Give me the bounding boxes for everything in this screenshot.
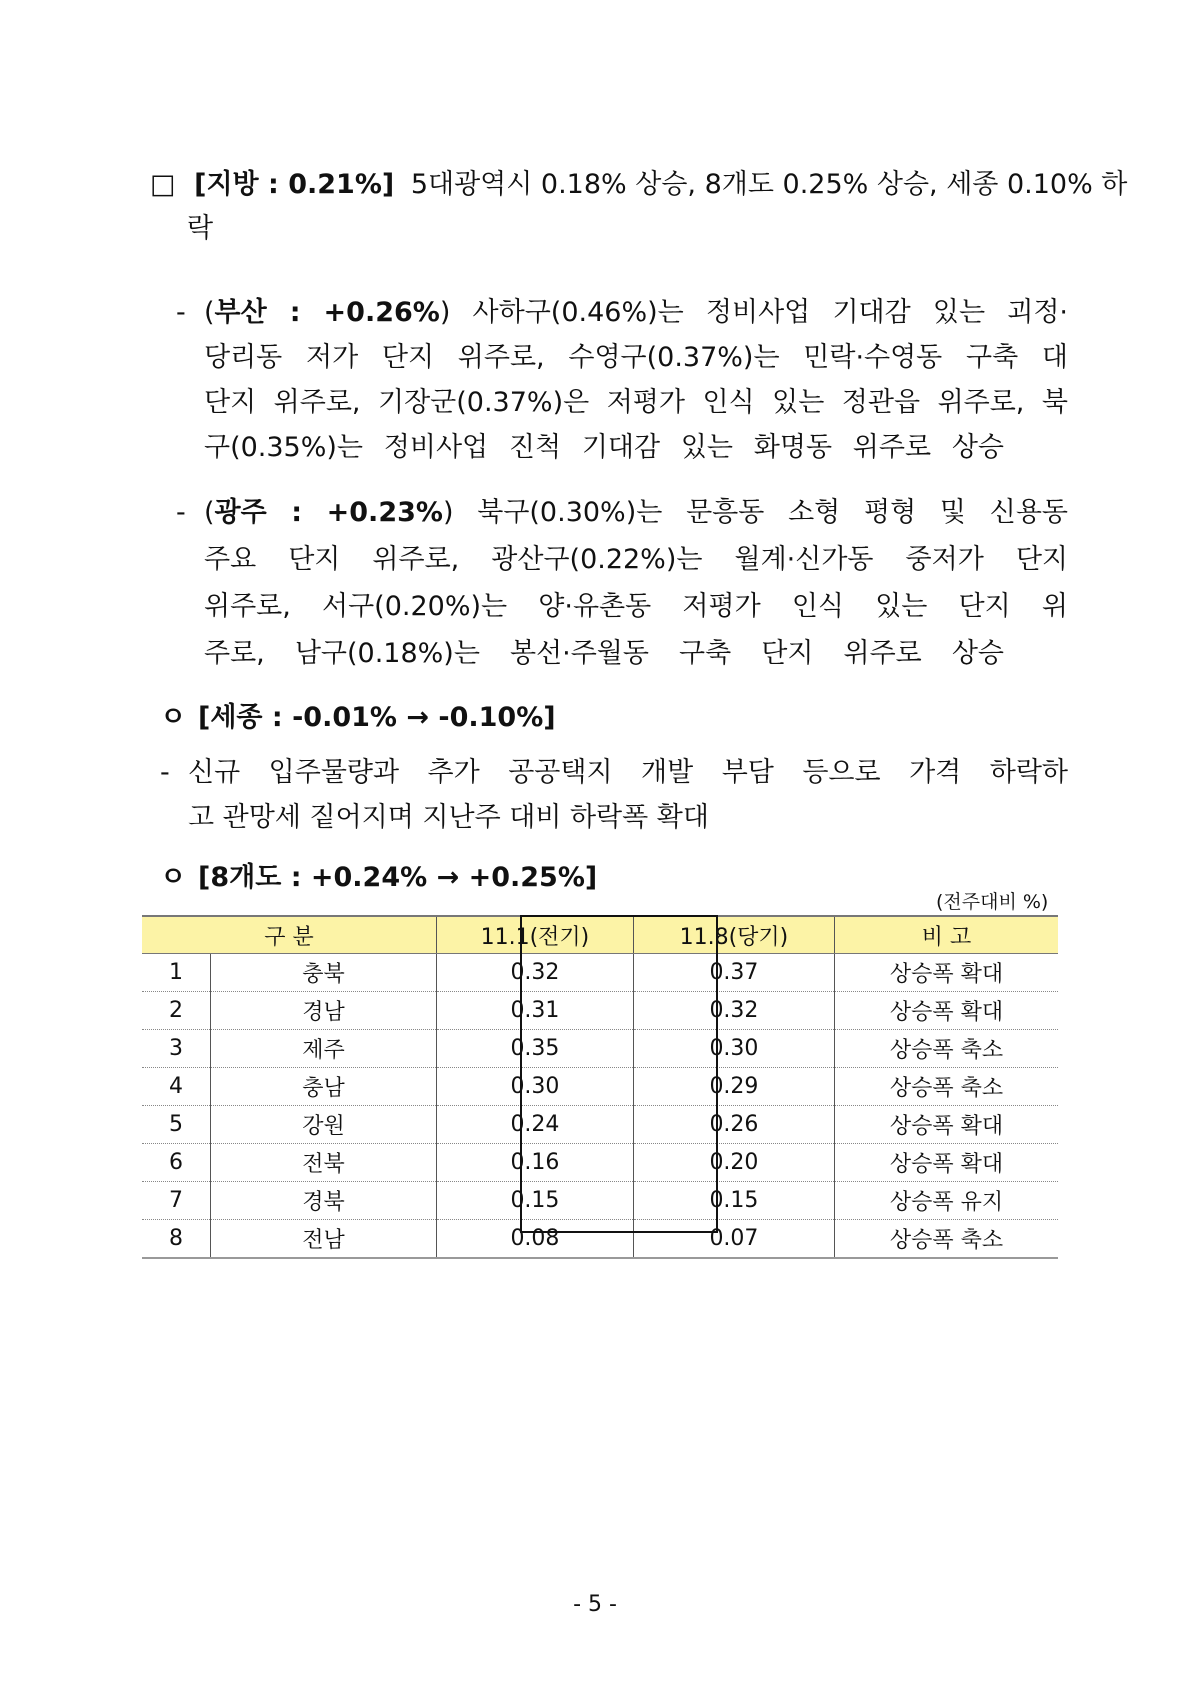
busan-line4: 구(0.35%)는 정비사업 진척 기대감 있는 화명동 위주로 상승 xyxy=(204,432,1004,463)
page-number: - 5 - xyxy=(573,1592,617,1617)
gwangju-line3: 위주로, 서구(0.20%)는 양·유촌동 저평가 인식 있는 단지 위 xyxy=(204,591,1068,622)
eight-provinces-heading: [8개도 : +0.24% → +0.25%] xyxy=(198,862,598,893)
table-row xyxy=(142,1220,1058,1259)
row-region: 충북 xyxy=(211,954,437,992)
row-number: 1 xyxy=(142,954,211,992)
section-heading-line2: 락 xyxy=(187,213,214,244)
section-title: [지방 : 0.21%] xyxy=(194,169,395,200)
gwangju-line1 xyxy=(204,492,1068,534)
row-region: 전북 xyxy=(211,1144,437,1182)
row-previous: 0.15 xyxy=(436,1182,633,1220)
busan-label: 부산 : +0.26% xyxy=(214,297,440,328)
row-number: 3 xyxy=(142,1030,211,1068)
row-number: 4 xyxy=(142,1068,211,1106)
dash-bullet: - xyxy=(160,757,170,788)
row-region: 전남 xyxy=(211,1220,437,1259)
section-summary: 5대광역시 0.18% 상승, 8개도 0.25% 상승, 세종 0.10% 하 xyxy=(410,169,1128,200)
row-previous: 0.32 xyxy=(436,954,633,992)
sejong-line2: 고 관망세 짙어지며 지난주 대비 하락폭 확대 xyxy=(188,802,709,833)
row-current: 0.32 xyxy=(633,992,834,1030)
row-previous: 0.31 xyxy=(436,992,633,1030)
row-remark: 상승폭 유지 xyxy=(834,1182,1058,1220)
header-current: 11.8(당기) xyxy=(633,916,834,954)
row-remark: 상승폭 확대 xyxy=(834,1144,1058,1182)
section-heading-line1 xyxy=(150,164,1128,206)
sejong-heading: [세종 : -0.01% → -0.10%] xyxy=(198,702,556,733)
header-previous: 11.1(전기) xyxy=(436,916,633,954)
row-remark: 상승폭 축소 xyxy=(834,1220,1058,1259)
header-category: 구 분 xyxy=(142,916,436,954)
gwangju-line4: 주로, 남구(0.18%)는 봉선·주월동 구축 단지 위주로 상승 xyxy=(204,638,1004,669)
row-current: 0.15 xyxy=(633,1182,834,1220)
row-current: 0.26 xyxy=(633,1106,834,1144)
row-region: 경북 xyxy=(211,1182,437,1220)
gwangju-line1-text: ) 북구(0.30%)는 문흥동 소형 평형 및 신용동 xyxy=(442,497,1068,528)
circle-bullet-icon: ㅇ xyxy=(160,862,187,893)
row-number: 5 xyxy=(142,1106,211,1144)
row-current: 0.29 xyxy=(633,1068,834,1106)
gwangju-label: 광주 : +0.23% xyxy=(214,497,443,528)
table-row xyxy=(142,1144,1058,1182)
row-remark: 상승폭 확대 xyxy=(834,1106,1058,1144)
provinces-table xyxy=(142,915,1058,1259)
gwangju-line2: 주요 단지 위주로, 광산구(0.22%)는 월계·신가동 중저가 단지 xyxy=(204,544,1068,575)
row-previous: 0.08 xyxy=(436,1220,633,1259)
table-row xyxy=(142,1068,1058,1106)
table-row xyxy=(142,992,1058,1030)
table-row xyxy=(142,1030,1058,1068)
row-number: 7 xyxy=(142,1182,211,1220)
busan-open-paren: ( xyxy=(204,297,215,328)
row-current: 0.07 xyxy=(633,1220,834,1259)
table-row xyxy=(142,1106,1058,1144)
row-region: 경남 xyxy=(211,992,437,1030)
row-current: 0.20 xyxy=(633,1144,834,1182)
row-region: 강원 xyxy=(211,1106,437,1144)
sejong-line1: 신규 입주물량과 추가 공공택지 개발 부담 등으로 가격 하락하 xyxy=(188,757,1068,788)
row-number: 2 xyxy=(142,992,211,1030)
circle-bullet-icon: ㅇ xyxy=(160,702,187,733)
checkbox-square-icon: □ xyxy=(150,169,176,200)
section-heading xyxy=(150,164,1128,206)
table-row xyxy=(142,1182,1058,1220)
gwangju-open-paren: ( xyxy=(204,497,215,528)
dash-bullet: - xyxy=(176,497,186,528)
busan-line3: 단지 위주로, 기장군(0.37%)은 저평가 인식 있는 정관읍 위주로, 북 xyxy=(204,387,1068,418)
row-remark: 상승폭 축소 xyxy=(834,1068,1058,1106)
row-previous: 0.35 xyxy=(436,1030,633,1068)
dash-bullet: - xyxy=(176,297,186,328)
row-previous: 0.30 xyxy=(436,1068,633,1106)
row-region: 제주 xyxy=(211,1030,437,1068)
row-previous: 0.16 xyxy=(436,1144,633,1182)
header-remarks: 비 고 xyxy=(834,916,1058,954)
row-region: 충남 xyxy=(211,1068,437,1106)
row-remark: 상승폭 축소 xyxy=(834,1030,1058,1068)
busan-line1-text: ) 사하구(0.46%)는 정비사업 기대감 있는 괴정· xyxy=(439,297,1068,328)
table-row xyxy=(142,954,1058,992)
row-previous: 0.24 xyxy=(436,1106,633,1144)
row-remark: 상승폭 확대 xyxy=(834,954,1058,992)
table-header-row xyxy=(142,916,1058,954)
busan-line2: 당리동 저가 단지 위주로, 수영구(0.37%)는 민락·수영동 구축 대 xyxy=(204,342,1068,373)
row-number: 6 xyxy=(142,1144,211,1182)
row-current: 0.30 xyxy=(633,1030,834,1068)
busan-line1 xyxy=(204,292,1068,334)
row-remark: 상승폭 확대 xyxy=(834,992,1058,1030)
unit-note: (전주대비 %) xyxy=(936,891,1049,913)
row-current: 0.37 xyxy=(633,954,834,992)
row-number: 8 xyxy=(142,1220,211,1259)
